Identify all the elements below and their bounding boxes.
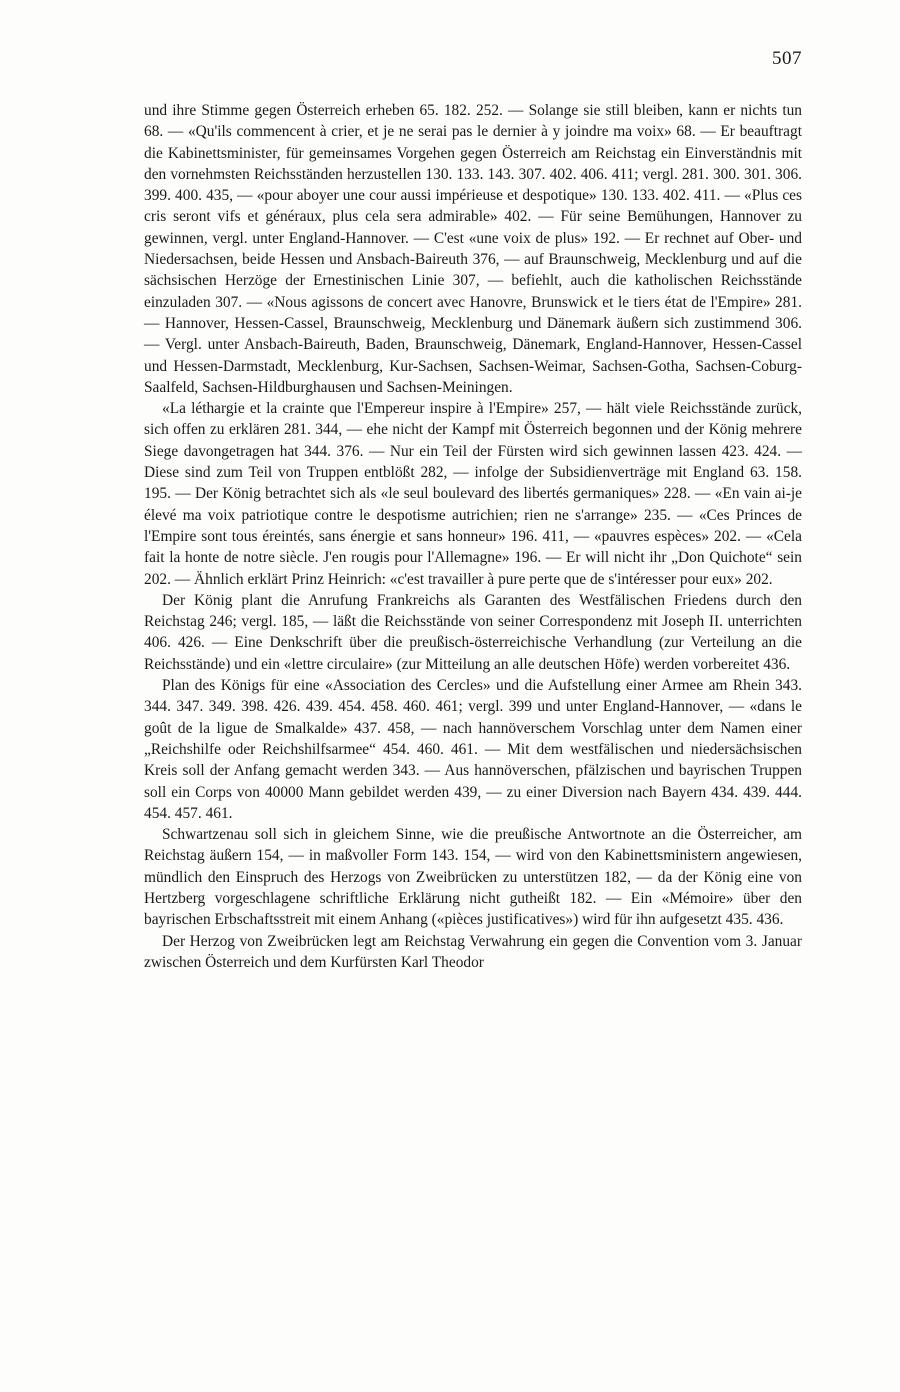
paragraph-3: Der König plant die Anrufung Frankreichs als Garanten des Westfälischen Friedens durch den Reichstag 246; vergl. 185, — läßt die Reichsstände von seiner Correspondenz mit Joseph II. unterrichten 406. 426. — Eine Denkschrift über die preußisch-österreichische Verhandlung (zur Verteilung an die Reichsstände) und ein «lettre circulaire» (zur Mitteilung an alle deutschen Höfe) werden vorbereitet 436. xyxy=(144,591,802,673)
page-number: 507 xyxy=(772,48,802,69)
paragraph-6: Der Herzog von Zweibrücken legt am Reichstag Verwahrung ein gegen die Convention vom 3. Januar zwischen Österreich und dem Kurfürsten Karl Theodor xyxy=(144,932,802,971)
paragraph-2: «La léthargie et la crainte que l'Empereur inspire à l'Empire» 257, — hält viele Reichsstände zurück, sich offen zu erklären 281. 344, — ehe nicht der Kampf mit Österreich begonnen und der König mehrere Siege davongetragen hat 344. 376. — Nur ein Teil der Fürsten wird sich gewinnen lassen 423. 424. — Diese sind zum Teil von Truppen entblößt 282, — infolge der Subsidienverträge mit England 63. 158. 195. — Der König betrachtet sich als «le seul boulevard des libertés germaniques» 228. — «En vain ai-je élevé ma voix patriotique contre le despotisme autrichien; rien ne s'arrange» 235. — «Ces Princes de l'Empire sont tous éreintés, sans énergie et sans honneur» 196. 411, — «pauvres espèces» 202. — «Cela fait la honte de notre siècle. J'en rougis pour l'Allemagne» 196. — Er will nicht ihr „Don Quichote“ sein 202. — Ähnlich erklärt Prinz Heinrich: «c'est travailler à pure perte que de s'intéresser pour eux» 202. xyxy=(144,400,802,588)
paragraph-1: und ihre Stimme gegen Österreich erheben 65. 182. 252. — Solange sie still bleiben, kann er nichts tun 68. — «Qu'ils commencent à crier, et je ne serai pas le dernier à y joindre ma voix» 68. — Er beauftragt die Kabinettsminister, für gemeinsames Vorgehen gegen Österreich am Reichstag ein Einverständnis mit den vornehmsten Reichsständen herzustellen 130. 133. 143. 307. 402. 406. 411; vergl. 281. 300. 301. 306. 399. 400. 435, — «pour aboyer une cour aussi impérieuse et despotique» 130. 133. 402. 411. — «Plus ces cris seront vifs et généraux, plus cela sera admirable» 402. — Für seine Bemühungen, Hannover zu gewinnen, vergl. unter England-Hannover. — C'est «une voix de plus» 192. — Er rechnet auf Ober- und Niedersachsen, beide Hessen und Ansbach-Baireuth 376, — auf Braunschweig, Mecklenburg und auf die sächsischen Herzöge der Ernestinischen Linie 307, — befiehlt, auch die katholischen Reichsstände einzuladen 307. — «Nous agissons de concert avec Hanovre, Brunswick et le tiers état de l'Empire» 281. — Hannover, Hessen-Cassel, Braunschweig, Mecklenburg und Dänemark äußern sich zustimmend 306. — Vergl. unter Ansbach-Baireuth, Baden, Braunschweig, Dänemark, England-Hannover, Hessen-Cassel und Hessen-Darmstadt, Mecklenburg, Kur-Sachsen, Sachsen-Weimar, Sachsen-Gotha, Sachsen-Coburg-Saalfeld, Sachsen-Hildburghausen und Sachsen-Meiningen. xyxy=(144,102,802,396)
paragraph-5: Schwartzenau soll sich in gleichem Sinne, wie die preußische Antwortnote an die Österreicher, am Reichstag äußern 154, — in maßvoller Form 143. 154, — wird von den Kabinettsministern angewiesen, mündlich den Einspruch des Herzogs von Zweibrücken zu unterstützen 182, — da der König eine von Hertzberg vorgeschlagene schriftliche Erklärung nicht gutheißt 182. — Ein «Mémoire» über den bayrischen Erbschaftsstreit mit einem Anhang («pièces justificatives») wird für ihn aufgesetzt 435. 436. xyxy=(144,826,802,929)
paragraph-4: Plan des Königs für eine «Association des Cercles» und die Aufstellung einer Armee am Rhein 343. 344. 347. 349. 398. 426. 439. 454. 458. 460. 461; vergl. 399 und unter England-Hannover, — «dans le goût de la ligue de Smalkalde» 437. 458, — nach hannöverschem Vorschlag unter dem Namen einer „Reichshilfe oder Reichshilfsarmee“ 454. 460. 461. — Mit dem westfälischen und niedersächsischen Kreis soll der Anfang gemacht werden 343. — Aus hannöverschen, pfälzischen und bayrischen Truppen soll ein Corps von 40000 Mann gebildet werden 439, — zu einer Diversion nach Bayern 434. 439. 444. 454. 457. 461. xyxy=(144,677,802,822)
text-body xyxy=(144,100,802,973)
